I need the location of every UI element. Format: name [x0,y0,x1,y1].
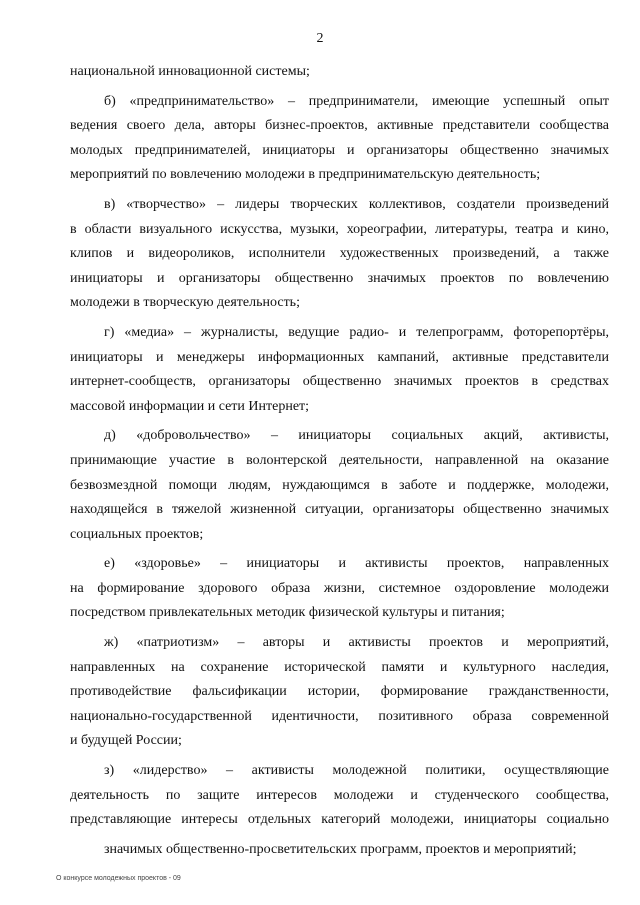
body-text [70,60,609,862]
text-line: социальных проектов; [70,526,204,542]
text-line: представляющие интересы отдельных категорий молодежи, инициаторы социально [70,812,609,828]
text-line: значимых общественно-просветительских программ, проектов и мероприятий; [104,841,577,857]
text-line: направленных на сохранение исторической памяти и культурного наследия, [70,659,609,675]
text-line: национально-государственной идентичности, позитивного образа современной [70,708,609,724]
text-line: д) «добровольчество» – инициаторы социальных акций, активисты, [104,428,609,444]
text-line: посредством привлекательных методик физической культуры и питания; [70,605,505,621]
page-number: 2 [316,31,324,46]
text-line: г) «медиа» – журналисты, ведущие радио- и телепрограмм, фоторепортёры, [104,324,609,340]
text-line: мероприятий по вовлечению молодежи в предпринимательскую деятельность; [70,167,541,183]
text-line: ж) «патриотизм» – авторы и активисты проектов и мероприятий, [104,635,609,651]
text-line: в области визуального искусства, музыки, хореографии, литературы, театра и кино, [70,221,609,237]
text-line: интернет-сообществ, организаторы общественно значимых проектов в средствах [70,374,609,390]
text-line: з) «лидерство» – активисты молодежной политики, осуществляющие [104,763,609,779]
text-line: молодежи в творческую деятельность; [70,295,300,311]
text-line: противодействие фальсификации истории, формирование гражданственности, [70,684,609,700]
text-line: на формирование здорового образа жизни, системное оздоровление молодежи [70,580,609,596]
footer-note: О конкурсе молодежных проектов - 09 [56,875,181,882]
text-line: принимающие участие в волонтерской деятельности, направленной на оказание [70,452,609,468]
text-line: ведения своего дела, авторы бизнес-проектов, активные представители сообщества [70,118,609,134]
text-line: находящейся в тяжелой жизненной ситуации, организаторы общественно значимых [70,502,609,518]
text-line: инициаторы и менеджеры информационных кампаний, активные представители [70,349,609,365]
text-line: в) «творчество» – лидеры творческих коллективов, создатели произведений [104,196,609,212]
text-line: е) «здоровье» – инициаторы и активисты проектов, направленных [104,556,609,572]
text-line: б) «предпринимательство» – предприниматели, имеющие успешный опыт [104,93,609,109]
text-line: молодых предпринимателей, инициаторы и организаторы общественно значимых [70,142,609,158]
text-line: инициаторы и организаторы общественно значимых проектов по вовлечению [70,270,609,286]
text-line: клипов и видеороликов, исполнители художественных произведений, а также [70,246,609,262]
text-line: национальной инновационной системы; [70,64,310,79]
text-line: деятельность по защите интересов молодежи и студенческого сообщества, [70,787,609,803]
text-line: и будущей России; [70,733,182,749]
text-line: безвозмездной помощи людям, нуждающимся в заботе и поддержке, молодежи, [70,477,609,493]
text-line: массовой информации и сети Интернет; [70,398,310,414]
